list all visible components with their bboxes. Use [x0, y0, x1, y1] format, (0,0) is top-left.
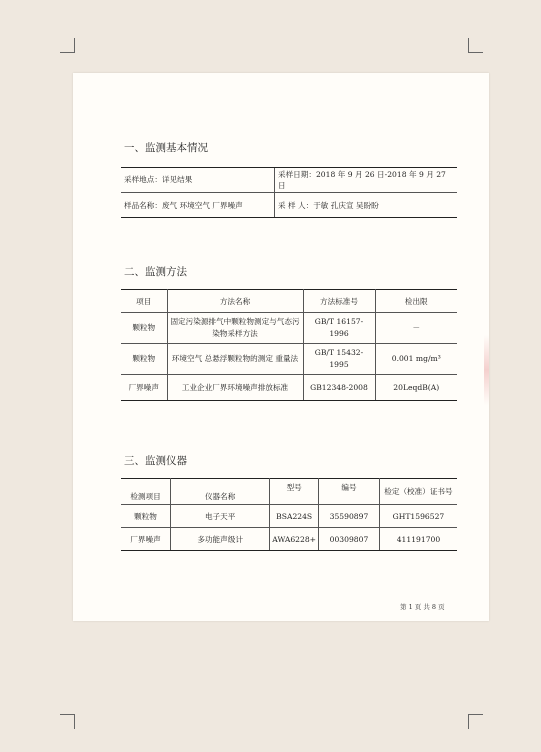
- cert-cell: 411191700: [379, 528, 457, 551]
- table-row: [121, 313, 457, 344]
- standard-cell: GB/T 15432-1995: [303, 344, 375, 375]
- cert-cell: GHT1596527: [379, 505, 457, 528]
- column-header: 型号: [270, 479, 319, 505]
- standard-cell: GB/T 16157-1996: [303, 313, 375, 344]
- seal-edge-mark: [484, 335, 489, 405]
- limit-cell: －: [375, 313, 457, 344]
- crop-mark-bottom-right: [468, 714, 483, 729]
- table-header-row: [121, 290, 457, 313]
- sample-name: 样品名称：废气 环境空气 厂界噪声: [121, 193, 275, 219]
- table-row: [121, 528, 457, 551]
- samplers: 采 样 人：于敏 孔庆宣 吴盼盼: [278, 201, 379, 210]
- table-header-row: [121, 479, 457, 505]
- crop-mark-top-right: [468, 38, 483, 53]
- column-header: 仪器名称: [171, 479, 270, 505]
- section-title-instruments: 三、监测仪器: [124, 455, 187, 467]
- instrument-cell: 多功能声级计: [171, 528, 270, 551]
- column-header: 检定（校准）证书号: [379, 479, 457, 505]
- column-header: 方法标准号: [303, 290, 375, 313]
- methods-table: [121, 289, 457, 401]
- basic-info-table: [121, 167, 457, 218]
- table-row: [121, 193, 457, 219]
- table-row: [121, 344, 457, 375]
- limit-cell: 20LeqdB(A): [375, 375, 457, 401]
- serial-cell: 00309807: [319, 528, 380, 551]
- model-cell: AWA6228+: [270, 528, 319, 551]
- table-top-rule: [121, 167, 457, 168]
- instrument-cell: 电子天平: [171, 505, 270, 528]
- column-header: 项目: [121, 290, 167, 313]
- limit-cell: 0.001 mg/m³: [375, 344, 457, 375]
- instruments-table: [121, 478, 457, 551]
- column-header: 方法名称: [167, 290, 303, 313]
- crop-mark-bottom-left: [60, 714, 75, 729]
- table-row: [121, 167, 457, 193]
- item-cell: 厂界噪声: [121, 528, 171, 551]
- crop-mark-top-left: [60, 38, 75, 53]
- section-title-basic-info: 一、监测基本情况: [124, 142, 208, 154]
- table-row: [121, 375, 457, 401]
- sampling-location: 采样地点：详见结果: [121, 167, 275, 193]
- model-cell: BSA224S: [270, 505, 319, 528]
- method-cell: 工业企业厂界环境噪声排放标准: [167, 375, 303, 401]
- table-bottom-rule: [121, 217, 457, 218]
- section-title-methods: 二、监测方法: [124, 266, 187, 278]
- standard-cell: GB12348-2008: [303, 375, 375, 401]
- column-header: 检出限: [375, 290, 457, 313]
- column-header: 检测项目: [121, 479, 171, 505]
- method-cell: 固定污染源排气中颗粒物测定与气态污染物采样方法: [167, 313, 303, 344]
- item-cell: 厂界噪声: [121, 375, 167, 401]
- column-header: 编号: [319, 479, 380, 505]
- table-row: [121, 505, 457, 528]
- serial-cell: 35590897: [319, 505, 380, 528]
- sampling-date: 采样日期：2018 年 9 月 26 日-2018 年 9 月 27 日: [275, 167, 458, 193]
- method-cell: 环境空气 总悬浮颗粒物的测定 重量法: [167, 344, 303, 375]
- page-number: 第 1 页 共 8 页: [400, 603, 445, 611]
- item-cell: 颗粒物: [121, 313, 167, 344]
- item-cell: 颗粒物: [121, 344, 167, 375]
- item-cell: 颗粒物: [121, 505, 171, 528]
